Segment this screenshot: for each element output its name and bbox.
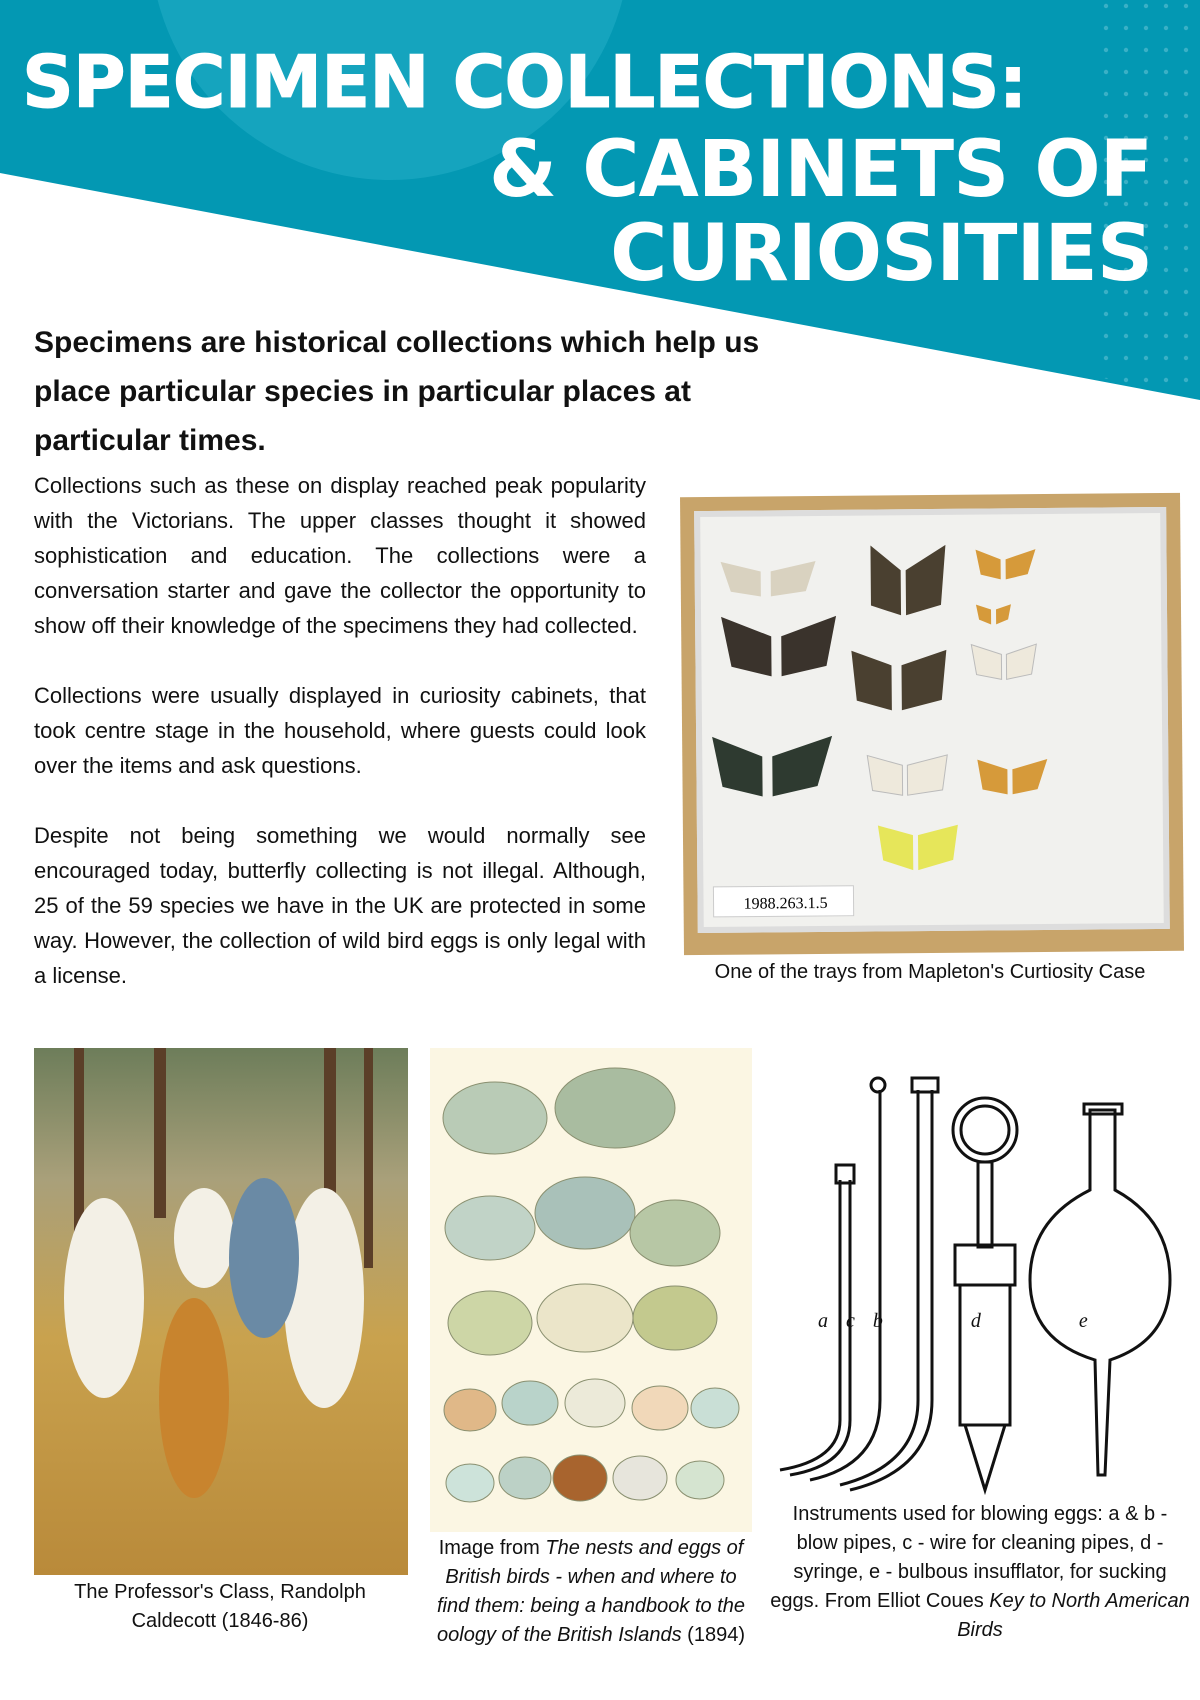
label-a: a — [818, 1310, 828, 1332]
book-title: The nests and eggs of British birds - when and where to find them: being a handbook to the oology of the British Islands — [436, 1537, 745, 1646]
title-outline: SPECIMEN COLLECTIONS: — [22, 40, 1027, 124]
instruments-caption — [770, 1500, 1190, 1645]
egg-blowing-instruments-drawing — [770, 1070, 1190, 1500]
painting-caption: The Professor's Class, Randolph Caldecott (1846-86) — [74, 1581, 366, 1632]
paragraph: Collections were usually displayed in curiosity cabinets, that took centre stage in the household, where guests could look over the items and ask questions. — [34, 683, 646, 778]
label-e: e — [1078, 1310, 1088, 1332]
butterfly-tray-image — [680, 493, 1184, 955]
caption-year: (1894) — [681, 1624, 745, 1646]
label-d: d — [970, 1310, 981, 1332]
caption-text: Image from — [438, 1537, 546, 1559]
body-text — [34, 468, 646, 1028]
butterfly-caption: One of the trays from Mapleton's Curtiosity Case — [714, 961, 1146, 983]
professors-class-painting — [34, 1048, 408, 1575]
paragraph: Despite not being something we would normally see encouraged today, butterfly collecting is not illegal. Although, 25 of the 59 species we have in the UK are protected in some way. However, the collection of wild bird eggs is only legal with a license. — [34, 823, 646, 988]
label-c: c — [846, 1310, 855, 1332]
title-main — [489, 125, 1152, 299]
title-line-1: & CABINETS OF — [489, 125, 1152, 215]
title-line-2: CURIOSITIES — [610, 209, 1152, 299]
specimen-label: 1988.263.1.5 — [743, 894, 828, 913]
label-b: b — [872, 1310, 883, 1332]
book-title: Key to North American Birds — [957, 1590, 1190, 1641]
eggs-caption — [428, 1534, 754, 1650]
caption-text: Instruments used for blowing eggs: a & b - blow pipes, c - wire for cleaning pipes, d - syringe, e - bulbous insufflator, for sucking eggs. From Elliot Coues — [770, 1503, 1168, 1612]
lead-paragraph: Specimens are historical collections which help us place particular species in particular places at particular times. — [34, 326, 760, 457]
paragraph: Collections such as these on display reached peak popularity with the Victorians. The upper classes thought it showed sophistication and education. The collections were a conversation starter and gave the collector the opportunity to show off their knowledge of the specimens they had collected. — [34, 473, 646, 638]
bird-eggs-illustration — [430, 1048, 752, 1532]
